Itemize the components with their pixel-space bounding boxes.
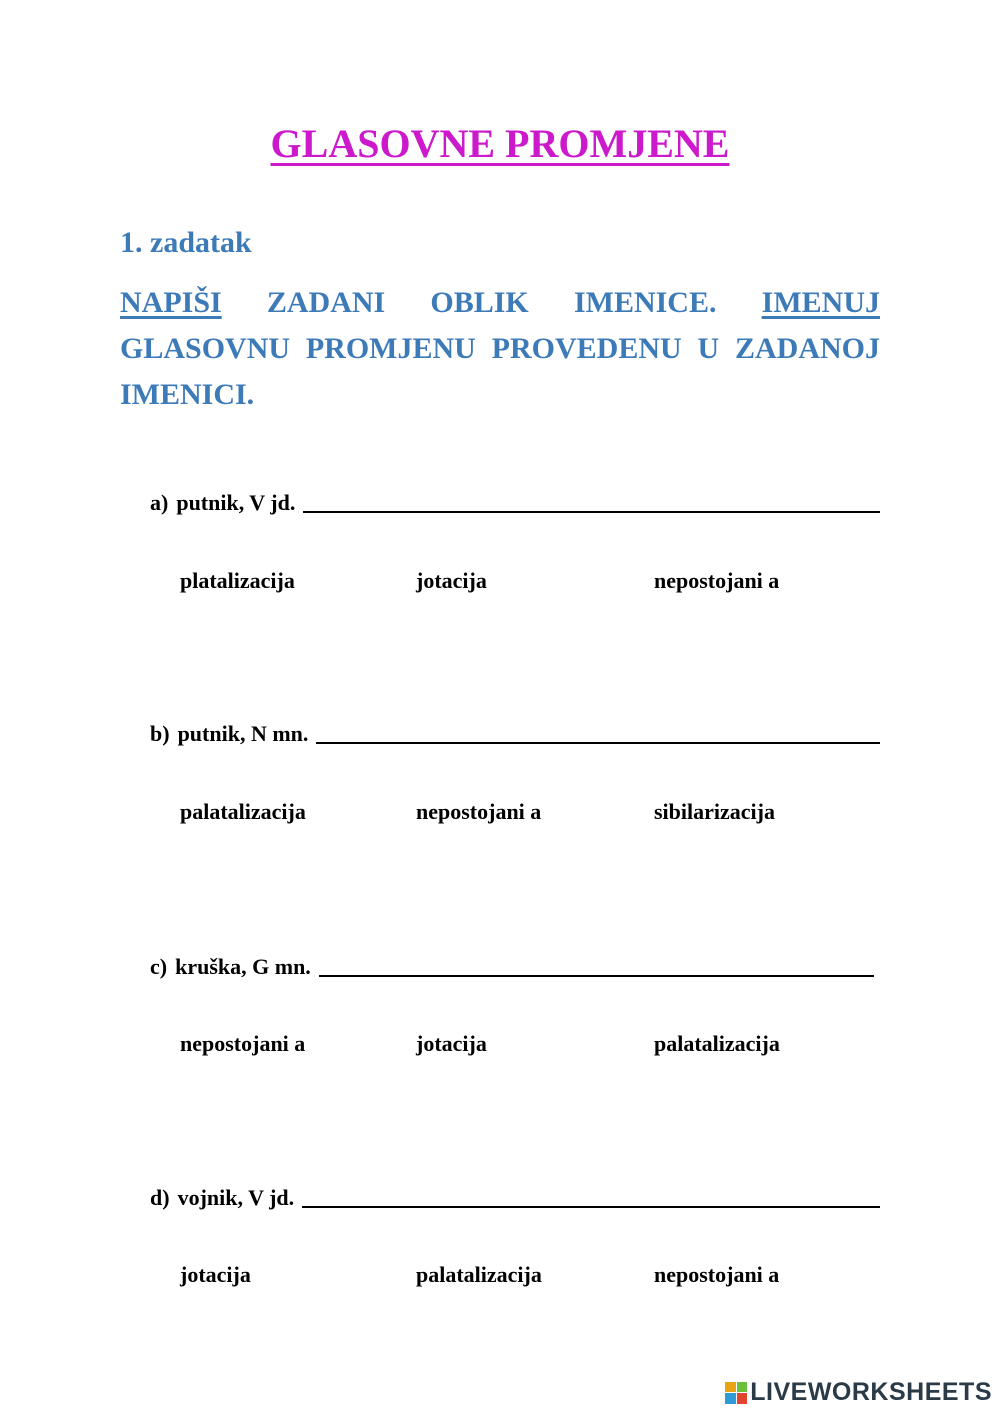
option-b-2[interactable]: nepostojani a	[416, 799, 542, 824]
item-word: kruška, G mn.	[175, 954, 311, 979]
option-d-3[interactable]: nepostojani a	[654, 1262, 780, 1287]
logo-text: LIVEWORKSHEETS	[750, 1378, 992, 1406]
exercise-item-b	[150, 721, 880, 747]
logo-square-4	[737, 1393, 748, 1404]
page-title: GLASOVNE PROMJENE	[270, 121, 730, 166]
option-a-3[interactable]: nepostojani a	[654, 568, 780, 593]
answer-blank-a[interactable]	[303, 509, 880, 513]
logo-square-3	[725, 1393, 736, 1404]
task-instruction	[120, 280, 880, 418]
option-b-3[interactable]: sibilarizacija	[654, 799, 775, 824]
option-c-1[interactable]: nepostojani a	[180, 1031, 306, 1056]
liveworksheets-logo-icon	[725, 1382, 747, 1404]
option-a-1[interactable]: platalizacija	[180, 568, 295, 593]
exercise-item-d	[150, 1185, 880, 1211]
liveworksheets-logo	[725, 1378, 992, 1407]
instruction-text-2: GLASOVNU PROMJENU PROVEDENU U ZADANOJ IMENICI.	[120, 332, 880, 411]
item-letter: b)	[150, 721, 170, 746]
answer-blank-c[interactable]	[319, 973, 874, 977]
task-number: 1. zadatak	[120, 226, 252, 259]
item-word: putnik, V jd.	[176, 490, 296, 515]
instruction-underlined-name: IMENUJ	[761, 286, 880, 319]
item-letter: c)	[150, 954, 168, 979]
option-a-2[interactable]: jotacija	[416, 568, 487, 593]
logo-square-1	[725, 1382, 736, 1393]
option-c-2[interactable]: jotacija	[416, 1031, 487, 1056]
item-letter: d)	[150, 1185, 170, 1210]
item-word: putnik, N mn.	[177, 721, 309, 746]
instruction-underlined-write: NAPIŠI	[120, 286, 222, 319]
instruction-text-1: ZADANI OBLIK IMENICE.	[221, 286, 762, 319]
option-d-2[interactable]: palatalizacija	[416, 1262, 542, 1287]
answer-blank-d[interactable]	[302, 1204, 880, 1208]
option-b-1[interactable]: palatalizacija	[180, 799, 306, 824]
exercise-item-a	[150, 490, 880, 516]
logo-square-2	[737, 1382, 748, 1393]
option-d-1[interactable]: jotacija	[180, 1262, 251, 1287]
exercise-item-c	[150, 954, 874, 980]
option-c-3[interactable]: palatalizacija	[654, 1031, 780, 1056]
item-letter: a)	[150, 490, 169, 515]
item-word: vojnik, V jd.	[177, 1185, 295, 1210]
answer-blank-b[interactable]	[316, 740, 880, 744]
